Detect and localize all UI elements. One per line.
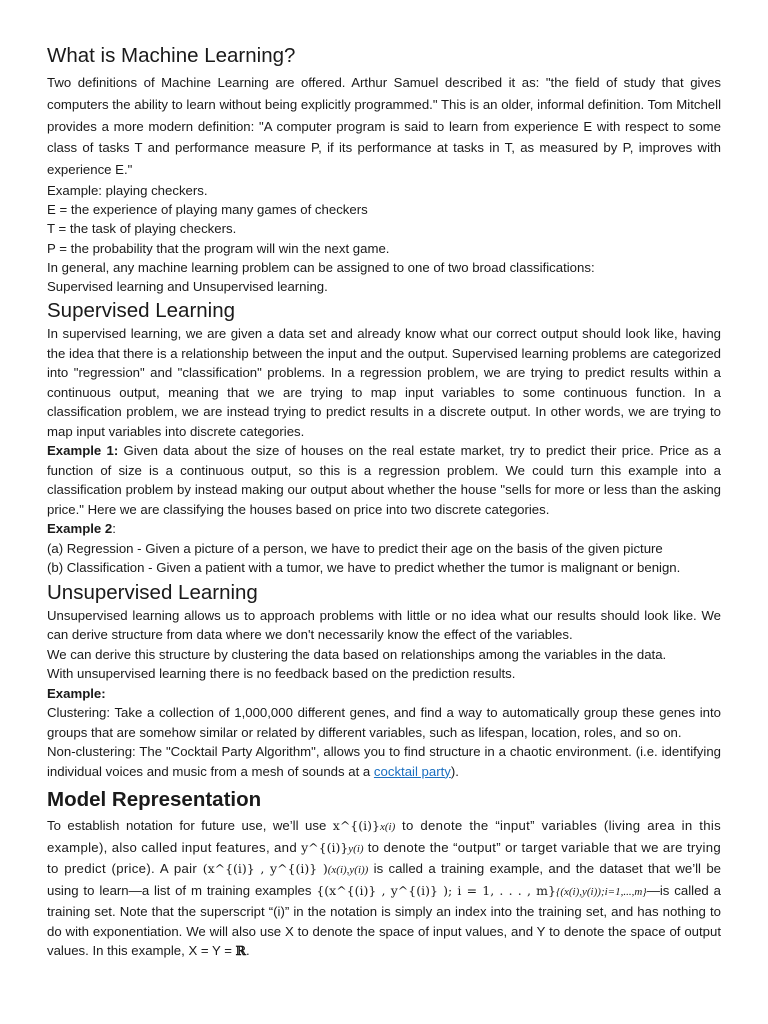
real-numbers-symbol: ℝ [235,943,247,959]
ml-line-classes: Supervised learning and Unsupervised learning. [47,279,328,294]
model-text-end: . [246,943,250,959]
model-text-3: to denote the “output” or target variable that we are trying to predict (price). A pair [47,839,721,877]
unsupervised-line-2: We can derive this structure by clustering the data based on relationships among the variables in the data. [47,646,667,662]
unsupervised-line-3: With unsupervised learning there is no feedback based on the prediction results. [47,666,516,682]
unsupervised-example-bold: Example: [47,685,106,701]
unsupervised-example-label [47,684,721,704]
heading-what-is-ml: What is Machine Learning? [47,44,296,67]
supervised-paragraph: In supervised learning, we are given a data set and already know what our correct output should look like, having the idea that there is a relationship between the input and the output. Supervised learning problems are categorized into "regression" and "classification" problems. In a regression problem, we are trying to predict results within a continuous output, meaning that we are trying to map input variables to some continuous function. In a classification problem, we are instead trying to predict results in a discrete output. In other words, we are trying to map input variables into discrete categories. [47,326,721,439]
pair-tex: (x^{(i)} , y^{(i)} ) [202,861,328,877]
supervised-example-2 [47,519,721,539]
example-1-label: Example 1: [47,443,119,459]
example-2-colon: : [112,521,116,537]
set-tex: {(x^{(i)} , y^{(i)} ); i = 1, . . . , m} [316,882,556,898]
set-italic: {(x(i),y(i));i=1,...,m} [555,885,647,898]
ml-line-t: T = the task of playing checkers. [47,221,237,237]
ml-definition-paragraph: Two definitions of Machine Learning are offered. Arthur Samuel described it as: "the field of study that gives computers the ability to learn without being explicitly programmed." This is an older, informal definition. Tom Mitchell provides a more modern definition: "A computer program is said to learn from experience E with respect to some class of tasks T and performance measure P, if its performance at tasks in T, as measured by P, improves with experience E." [47,75,721,178]
ml-line-e: E = the experience of playing many games of checkers [47,202,368,218]
document-content [47,43,721,961]
y-i-italic: y(i) [348,842,364,855]
model-text-5: —is called a training set. Note that the superscript “(i)” in the notation is simply an index into the training set, and has nothing to do with exponentiation. We will also use X to denote the space of input values, and Y to denote the space of output values. In this example, X = Y = [47,882,721,959]
ml-line-general: In general, any machine learning problem can be assigned to one of two broad classifications: [47,259,595,275]
example-2-regression: (a) Regression - Given a picture of a person, we have to predict their age on the basis of the given picture [47,540,663,556]
model-paragraph [47,816,721,961]
model-text-2: to denote the “input” variables (living area in this example), also called input features, and [47,818,721,855]
heading-model-representation: Model Representation [47,788,262,812]
cocktail-party-link[interactable]: cocktail party [373,763,451,779]
example-2-classification: (b) Classification - Given a patient with a tumor, we have to predict whether the tumor is malignant or benign. [47,560,681,576]
heading-supervised: Supervised Learning [47,299,236,323]
heading-unsupervised: Unsupervised Learning [47,580,258,604]
pair-italic: (x(i),y(i)) [327,864,369,877]
x-i-italic: x(i) [379,821,396,834]
ml-line-p: P = the probability that the program will win the next game. [47,240,390,256]
unsupervised-paragraph: Unsupervised learning allows us to approach problems with little or no idea what our results should look like. We can derive structure from data where we don't necessarily know the effect of the variables. [47,607,721,643]
supervised-example-1 [47,441,721,519]
non-clustering-text: Non-clustering: The "Cocktail Party Algorithm", allows you to find structure in a chaotic environment. (i.e. identifying individual voices and music from a mesh of sounds at a [47,744,721,779]
y-i-tex: y^{(i)} [301,839,349,855]
non-clustering-end: ). [450,763,459,779]
example-1-text: Given data about the size of houses on the real estate market, try to predict their price. Price as a function of size is a continuous output, so this is a regression problem. We could turn this example into a classification problem by instead making our output about whether the house "sells for more or less than the asking price." Here we are classifying the houses based on price into two discrete categories. [47,443,721,517]
model-text-1: To establish notation for future use, we’ll use [47,818,333,834]
x-i-tex: x^{(i)} [332,818,380,834]
clustering-paragraph: Clustering: Take a collection of 1,000,000 different genes, and find a way to automatically group these genes into groups that are somehow similar or related by different variables, such as lifespan, location, roles, and so on. [47,705,721,740]
model-text-4: is called a training example, and the dataset that we’ll be using to learn—a list of m training examples [47,861,721,898]
non-clustering-paragraph [47,742,721,781]
ml-line-example: Example: playing checkers. [47,182,208,198]
example-2-label: Example 2 [47,521,113,537]
